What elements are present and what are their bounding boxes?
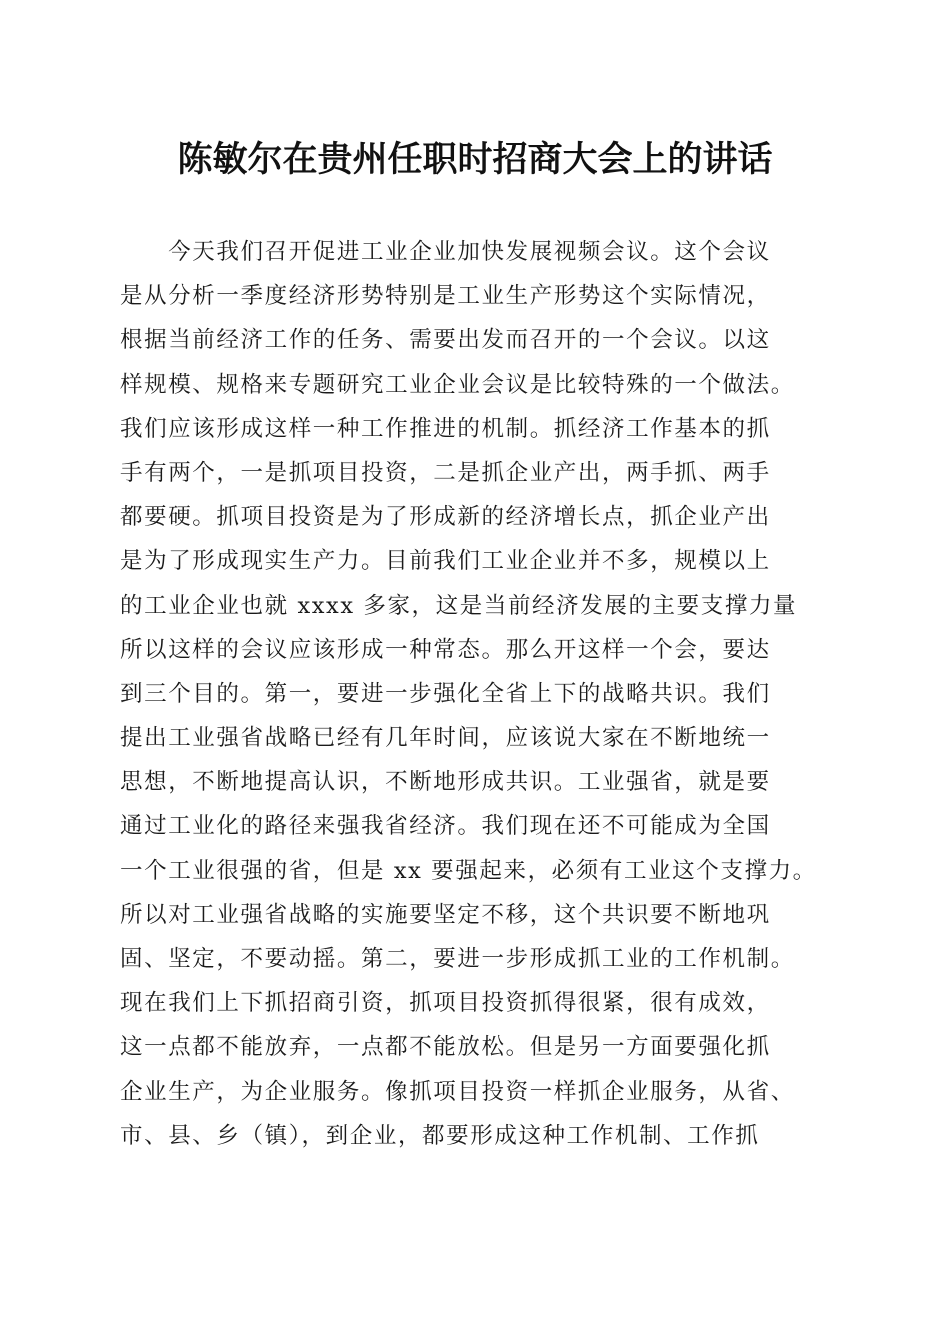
text-line: 根据当前经济工作的任务、需要出发而召开的一个会议。以这 (120, 327, 771, 354)
text-line: 通过工业化的路径来强我省经济。我们现在还不可能成为全国 (120, 813, 771, 840)
text-line: 这一点都不能放弃，一点都不能放松。但是另一方面要强化抓 (120, 1034, 771, 1061)
text-line: 企业生产，为企业服务。像抓项目投资一样抓企业服务，从省、 (120, 1078, 795, 1105)
text-line: 现在我们上下抓招商引资，抓项目投资抓得很紧，很有成效， (120, 990, 771, 1017)
text-line: 一个工业很强的省，但是 xx 要强起来，必须有工业这个支撑力。 (120, 857, 817, 884)
text-line: 固、坚定，不要动摇。第二，要进一步形成抓工业的工作机制。 (120, 946, 795, 972)
text-line: 是为了形成现实生产力。目前我们工业企业并不多，规模以上 (120, 548, 771, 575)
text-line: 我们应该形成这样一种工作推进的机制。抓经济工作基本的抓 (120, 415, 771, 442)
document-title: 陈敏尔在贵州任职时招商大会上的讲话 (177, 139, 773, 180)
text-line: 今天我们召开促进工业企业加快发展视频会议。这个会议 (120, 239, 771, 265)
text-line: 提出工业强省战略已经有几年时间，应该说大家在不断地统一 (120, 725, 771, 752)
text-line: 的工业企业也就 xxxx 多家，这是当前经济发展的主要支撑力量 (120, 592, 798, 619)
text-line: 是从分析一季度经济形势特别是工业生产形势这个实际情况， (120, 283, 771, 310)
text-line: 所以这样的会议应该形成一种常态。那么开这样一个会，要达 (120, 636, 771, 663)
text-line: 都要硬。抓项目投资是为了形成新的经济增长点，抓企业产出 (120, 504, 771, 531)
text-line: 思想，不断地提高认识，不断地形成共识。工业强省，就是要 (120, 769, 771, 796)
text-line: 到三个目的。第一，要进一步强化全省上下的战略共识。我们 (120, 680, 771, 707)
text-line: 所以对工业强省战略的实施要坚定不移，这个共识要不断地巩 (120, 901, 771, 928)
text-line: 市、县、乡（镇），到企业，都要形成这种工作机制、工作抓 (120, 1122, 760, 1149)
text-line: 样规模、规格来专题研究工业企业会议是比较特殊的一个做法。 (120, 371, 795, 398)
document-body (120, 230, 840, 1158)
text-line: 手有两个，一是抓项目投资，二是抓企业产出，两手抓、两手 (120, 459, 771, 486)
